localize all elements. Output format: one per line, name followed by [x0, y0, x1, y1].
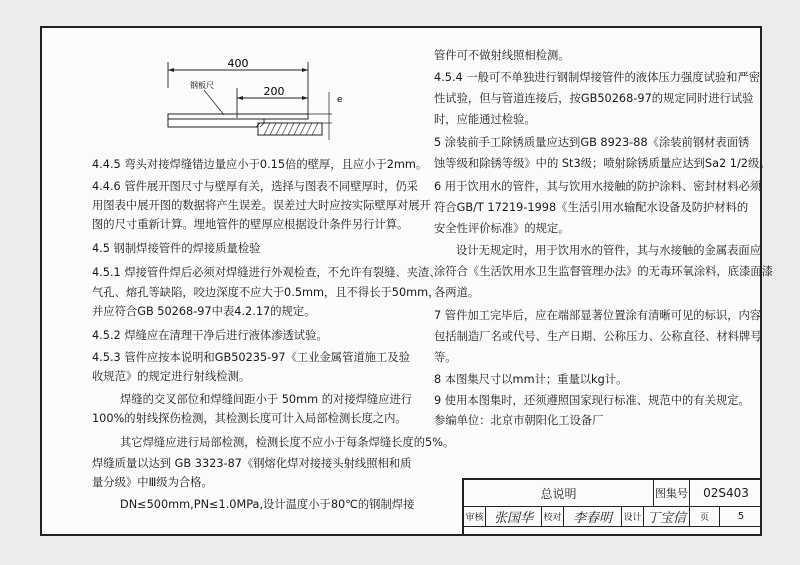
- para-coating-line3: 各两道。: [434, 286, 480, 299]
- para-4-5-1-line1: 4.5.1 焊接管件焊后必须对焊缝进行外观检查，不允许有裂缝、夹渣、: [92, 266, 441, 279]
- page-label: 页: [690, 506, 720, 526]
- drawing-sheet: [40, 26, 773, 536]
- para-5-line2: 蚀等级和除锈等级》中的 St3级；喷射除锈质量应达到Sa2 1/2级。: [434, 157, 771, 170]
- para-6-line2: 符合GB/T 17219-1998《生活引用水输配水设备及防护材料的: [434, 201, 749, 214]
- check-signature: 李春明: [564, 506, 622, 526]
- page-number: 5: [737, 510, 745, 522]
- offset-e-label: e: [337, 95, 343, 105]
- para-quality-line1: 焊缝质量以达到 GB 3323-87《钢熔化焊对接接头射线照相和质: [92, 457, 412, 470]
- ruler-label: 钢板尺: [190, 81, 214, 90]
- para-7-line1: 7 管件加工完毕后，应在端部显著位置涂有清晰可见的标识，内容: [434, 309, 762, 322]
- design-label: 设计: [622, 506, 644, 526]
- para-4-4-6-line1: 4.4.6 管件展开图尺寸与壁厚有关，选择与图表不同壁厚时，仍采: [92, 180, 419, 193]
- para-5-line1: 5 涂装前手工除锈质量应达到GB 8923-88《涂装前钢材表面锈: [434, 136, 750, 149]
- para-6-line3: 安全性评价标准》的规定。: [434, 222, 570, 235]
- heading-4-5: 4.5 钢制焊接管件的焊接质量检验: [92, 242, 261, 255]
- para-dn-limit: DN≤500mm,PN≤1.0MPa,设计温度小于80℃的钢制焊接: [120, 498, 415, 511]
- review-signature: 张国华: [486, 506, 542, 526]
- para-4-5-2: 4.5.2 焊缝应在清理干净后进行液体渗透试验。: [92, 329, 328, 342]
- para-coating-line2: 涂符合《生活饮用水卫生监督管理办法》的无毒环氧涂料，底漆面漆: [434, 265, 773, 278]
- dim-400-label: 400: [227, 57, 249, 70]
- para-4-4-6-line3: 图的尺寸重新计算。埋地管件的壁厚应根据设计条件另行计算。: [92, 218, 409, 231]
- title-block-row-top: [464, 480, 762, 507]
- review-label: 审核: [464, 506, 486, 526]
- para-7-line2: 包括制造厂名或代号、生产日期、公称压力、公称直径、材料牌号: [434, 330, 762, 343]
- dim-200-label: 200: [263, 85, 285, 98]
- para-coating-line1: 设计无规定时，用于饮用水的管件，其与水接触的金属表面应: [456, 244, 762, 257]
- title-block: [462, 478, 762, 535]
- participating-unit: 参编单位：北京市朝阳化工设备厂: [434, 414, 604, 427]
- design-signature: 丁宝信: [644, 506, 690, 526]
- title-block-row-signatures: [464, 506, 762, 527]
- para-9: 9 使用本图集时，还须遵照国家现行标准、规范中的有关规定。: [434, 394, 750, 407]
- para-4-5-1-line3: 并应符合GB 50268-97中表4.2.17的规定。: [92, 305, 316, 318]
- para-6-line1: 6 用于饮用水的管件，其与饮用水接触的防护涂料、密封材料必须: [434, 180, 762, 193]
- para-4-5-3-line1: 4.5.3 管件应按本说明和GB50235-97《工业金属管道施工及验: [92, 351, 410, 364]
- para-cross-weld-line1: 焊缝的交叉部位和焊缝间距小于 50mm 的对接焊缝应进行: [120, 393, 413, 406]
- drawing-title: 总说明: [464, 480, 654, 506]
- para-quality-line2: 量分级》中Ⅲ级为合格。: [92, 476, 213, 489]
- para-4-5-4-line2: 性试验，但与管道连接后，按GB50268-97的规定同时进行试验: [434, 92, 754, 105]
- para-r1: 管件可不做射线照相检测。: [434, 49, 570, 62]
- para-4-5-1-line2: 气孔、熔孔等缺陷，咬边深度不应大于0.5mm，且不得长于50mm，: [92, 286, 440, 299]
- atlas-no-label: 图集号: [654, 480, 690, 506]
- para-8: 8 本图集尺寸以mm计；重量以kg计。: [434, 373, 628, 386]
- para-4-5-4-line3: 时，应能通过检验。: [434, 113, 536, 126]
- para-4-5-4-line1: 4.5.4 一般可不单独进行钢制焊接管件的液体压力强度试验和严密: [434, 71, 761, 84]
- para-cross-weld-line2: 100%的射线探伤检测，其检测长度可计入局部检测长度之内。: [92, 412, 407, 425]
- para-other-weld: 其它焊缝应进行局部检测，检测长度不应小于每条焊缝长度的5%。: [120, 436, 455, 449]
- seam-figure: [132, 30, 382, 155]
- para-4-4-6-line2: 用图表中展开图的数据将产生误差。误差过大时应按实际壁厚对展开: [92, 199, 431, 212]
- atlas-no: 02S403: [703, 486, 749, 500]
- para-4-5-3-line2: 收规范》的规定进行射线检测。: [92, 370, 251, 383]
- para-7-line3: 等。: [434, 351, 457, 364]
- check-label: 校对: [542, 506, 564, 526]
- para-4-4-5: 4.4.5 弯头对接焊缝错边量应小于0.15倍的壁厚，且应小于2mm。: [92, 158, 428, 171]
